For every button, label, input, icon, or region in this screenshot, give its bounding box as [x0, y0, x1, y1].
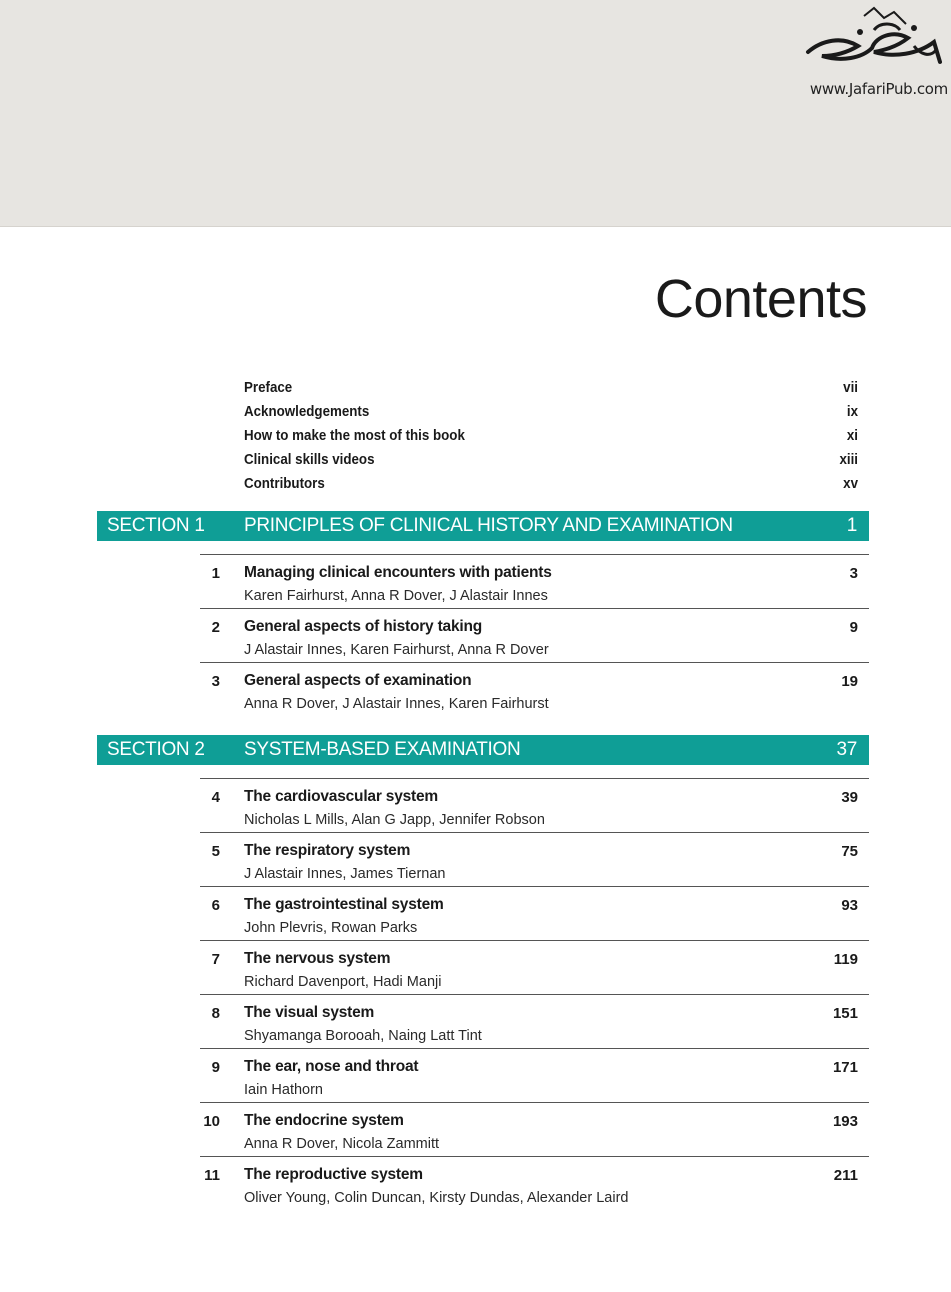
chapter-page: 193: [832, 1113, 858, 1130]
front-matter-page: ix: [846, 404, 859, 420]
section-header[interactable]: [97, 735, 869, 765]
chapter-authors: Oliver Young, Colin Duncan, Kirsty Dundas, Alexander Laird: [244, 1190, 629, 1206]
publisher-url[interactable]: www.JafariPub.com: [809, 80, 948, 98]
chapter-list: [200, 778, 869, 1210]
chapter-number: 4: [211, 789, 220, 806]
chapter-entry[interactable]: [200, 608, 869, 662]
front-matter-item[interactable]: [244, 472, 858, 496]
chapter-page: 3: [849, 565, 858, 582]
chapter-entry[interactable]: [200, 554, 869, 608]
front-matter-title: How to make the most of this book: [244, 428, 465, 444]
section-title: SYSTEM-BASED EXAMINATION: [244, 739, 521, 760]
header-band: [0, 0, 951, 227]
chapter-title: General aspects of examination: [244, 672, 472, 689]
chapter-title: The gastrointestinal system: [244, 896, 444, 913]
front-matter-list: [244, 376, 858, 496]
front-matter-page: xi: [846, 428, 859, 444]
section-page: 37: [836, 739, 857, 760]
chapter-title: General aspects of history taking: [244, 618, 483, 635]
chapter-authors: Anna R Dover, Nicola Zammitt: [244, 1136, 440, 1152]
chapter-number: 3: [211, 673, 220, 690]
front-matter-item[interactable]: [244, 376, 858, 400]
chapter-authors: John Plevris, Rowan Parks: [244, 920, 418, 936]
chapter-entry[interactable]: [200, 1048, 869, 1102]
chapter-page: 119: [833, 951, 858, 968]
chapter-title: The endocrine system: [244, 1112, 404, 1129]
chapter-authors: Shyamanga Borooah, Naing Latt Tint: [244, 1028, 482, 1044]
front-matter-item[interactable]: [244, 448, 858, 472]
section-header[interactable]: [97, 511, 869, 541]
front-matter-page: vii: [843, 380, 859, 396]
chapter-authors: Richard Davenport, Hadi Manji: [244, 974, 442, 990]
chapter-number: 8: [211, 1005, 220, 1022]
chapter-number: 6: [211, 897, 220, 914]
front-matter-item[interactable]: [244, 400, 858, 424]
chapter-page: 39: [841, 789, 858, 806]
publisher-logo[interactable]: [798, 6, 946, 106]
chapter-title: The ear, nose and throat: [244, 1058, 419, 1075]
chapter-page: 9: [849, 619, 858, 636]
chapter-authors: Karen Fairhurst, Anna R Dover, J Alastair Innes: [244, 588, 548, 604]
front-matter-title: Acknowledgements: [244, 404, 370, 420]
chapter-number: 2: [211, 619, 220, 636]
chapter-authors: Nicholas L Mills, Alan G Japp, Jennifer Robson: [244, 812, 545, 828]
chapter-number: 9: [211, 1059, 220, 1076]
chapter-title: The respiratory system: [244, 842, 411, 859]
chapter-page: 171: [832, 1059, 858, 1076]
front-matter-title: Preface: [244, 380, 293, 396]
front-matter-item[interactable]: [244, 424, 858, 448]
chapter-entry[interactable]: [200, 1156, 869, 1210]
chapter-entry[interactable]: [200, 778, 869, 832]
page-title: Contents: [654, 269, 867, 329]
chapter-page: 211: [833, 1167, 858, 1184]
section-title: PRINCIPLES OF CLINICAL HISTORY AND EXAMINATION: [244, 515, 733, 536]
chapter-number: 11: [204, 1167, 220, 1184]
chapter-page: 151: [832, 1005, 858, 1022]
chapter-number: 1: [211, 565, 220, 582]
chapter-authors: J Alastair Innes, Karen Fairhurst, Anna R Dover: [244, 642, 549, 658]
chapter-title: The nervous system: [244, 950, 391, 967]
chapter-page: 19: [841, 673, 858, 690]
chapter-list: [200, 554, 869, 716]
section-page: 1: [846, 515, 857, 536]
chapter-title: Managing clinical encounters with patients: [244, 564, 552, 581]
front-matter-page: xv: [843, 476, 859, 492]
section-label: SECTION 2: [107, 739, 205, 760]
chapter-number: 7: [211, 951, 220, 968]
chapter-entry[interactable]: [200, 994, 869, 1048]
chapter-title: The cardiovascular system: [244, 788, 439, 805]
chapter-entry[interactable]: [200, 1102, 869, 1156]
chapter-authors: Anna R Dover, J Alastair Innes, Karen Fairhurst: [244, 696, 549, 712]
chapter-entry[interactable]: [200, 662, 869, 716]
section-label: SECTION 1: [107, 515, 205, 536]
front-matter-title: Clinical skills videos: [244, 452, 375, 468]
chapter-number: 5: [211, 843, 220, 860]
chapter-page: 75: [841, 843, 858, 860]
chapter-title: The visual system: [244, 1004, 375, 1021]
chapter-entry[interactable]: [200, 886, 869, 940]
chapter-entry[interactable]: [200, 940, 869, 994]
calligraphy-logo-icon: [802, 6, 942, 78]
chapter-entry[interactable]: [200, 832, 869, 886]
chapter-title: The reproductive system: [244, 1166, 423, 1183]
chapter-number: 10: [203, 1113, 220, 1130]
chapter-authors: Iain Hathorn: [244, 1082, 323, 1098]
chapter-page: 93: [841, 897, 858, 914]
chapter-authors: J Alastair Innes, James Tiernan: [244, 866, 446, 882]
front-matter-page: xiii: [839, 452, 859, 468]
front-matter-title: Contributors: [244, 476, 325, 492]
